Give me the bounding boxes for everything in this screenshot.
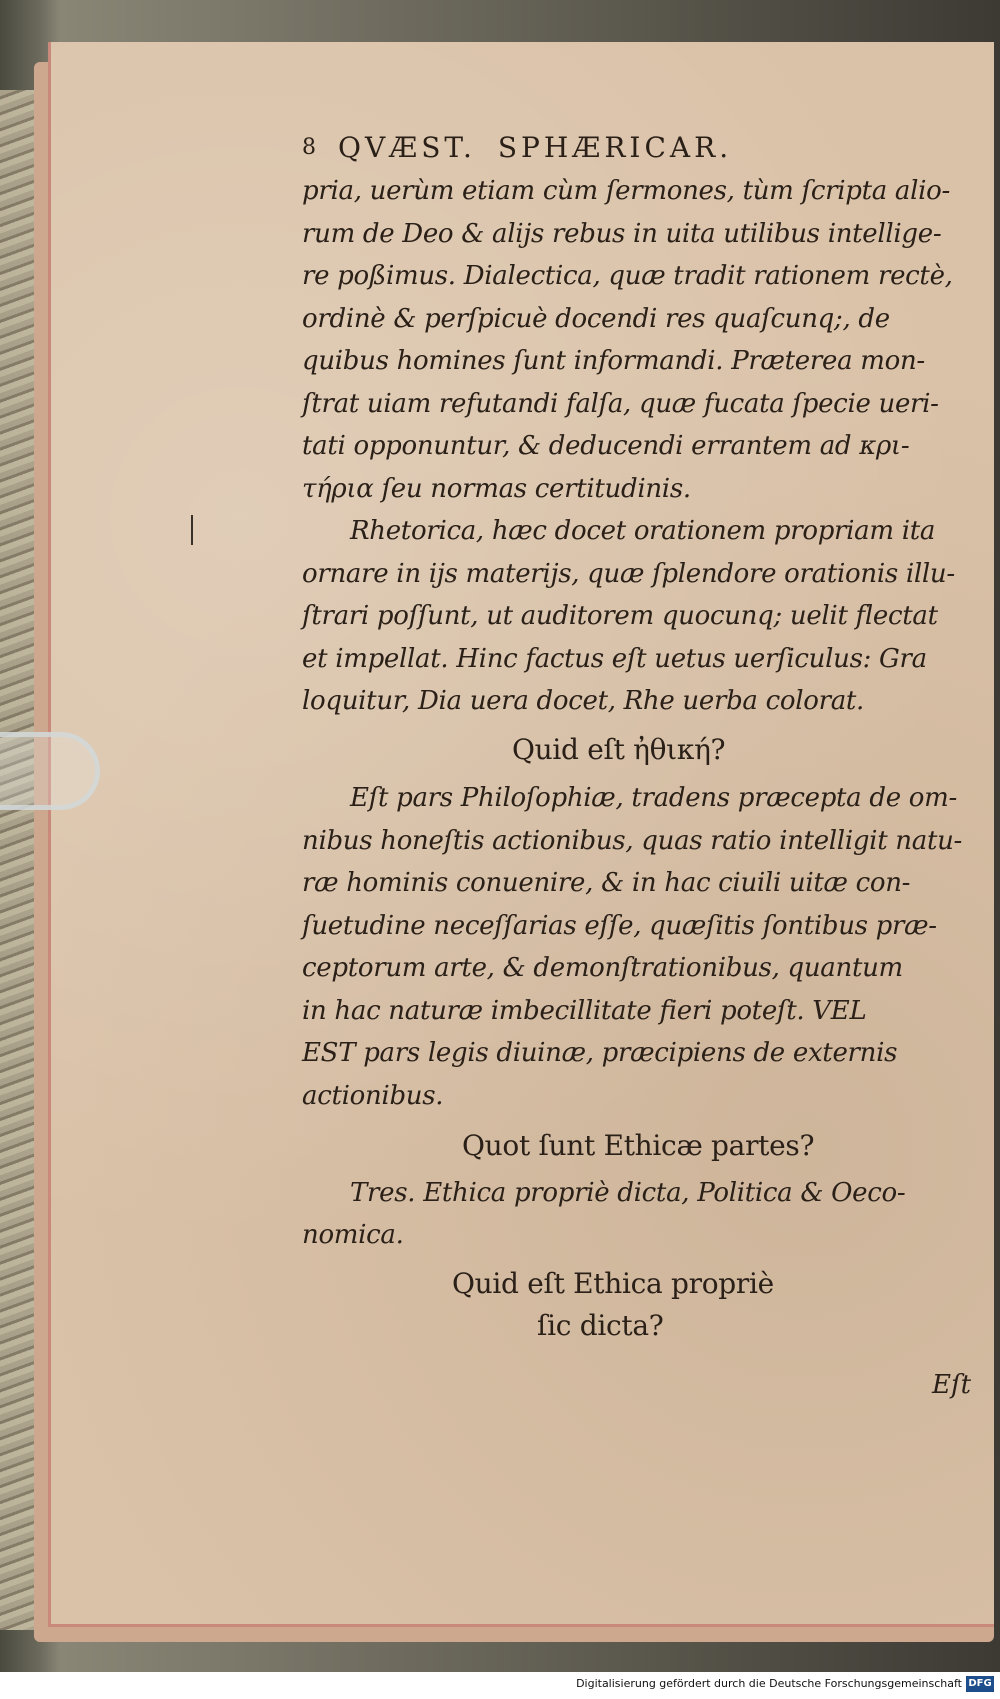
text-line: ceptorum arte, & demonſtrationibus, quantum xyxy=(302,953,903,983)
text-line: rum de Deo & alijs rebus in uita utilibus intellige- xyxy=(302,218,942,249)
text-line: nibus honeſtis actionibus, quas ratio intelligit natu- xyxy=(302,825,963,856)
text-line: ſtrat uiam refutandi falſa, quæ fucata ſpecie ueri- xyxy=(302,388,939,419)
paragraph-ethica-answer xyxy=(302,777,982,1117)
paragraph-partes-answer xyxy=(302,1172,982,1257)
footer-bar xyxy=(0,1672,1000,1699)
page-clip xyxy=(0,732,100,810)
running-head-right: SPHÆRICAR. xyxy=(497,131,733,164)
text-line: ſuetudine neceſſarias eſſe, quæſitis ſontibus præ- xyxy=(302,910,937,941)
paragraph-dialectica xyxy=(302,170,982,510)
running-head-left: QVÆST. xyxy=(338,131,476,164)
text-line: et impellat. Hinc factus eſt uetus uerſiculus: Gra xyxy=(302,643,927,674)
text-line: loquitur, Dia uera docet, Rhe uerba colorat. xyxy=(302,686,865,716)
margin-mark xyxy=(191,515,193,545)
paragraph-rhetorica xyxy=(302,510,982,723)
text-line: re poßimus. Dialectica, quæ tradit rationem rectè, xyxy=(302,261,953,291)
catchword: Eſt xyxy=(932,1370,972,1400)
text-line: EST pars legis diuinæ, præcipiens de externis xyxy=(302,1038,898,1068)
text-line: tati opponuntur, & deducendi errantem ad κρι- xyxy=(302,431,910,461)
text-line: pria, uerùm etiam cùm ſermones, tùm ſcripta alio- xyxy=(302,176,950,206)
text-line: ornare in ijs materijs, quæ ſplendore orationis illu- xyxy=(302,558,955,589)
question-heading: Quid eſt ἠθική? xyxy=(512,732,726,766)
text-line: ſtrari poſſunt, ut auditorem quocunq; uelit flectat xyxy=(302,601,938,631)
question-heading: Quid eſt Ethica propriè xyxy=(452,1266,774,1300)
text-line: Eſt pars Philoſophiæ, tradens præcepta de om- xyxy=(350,783,957,813)
folio-number: 8 xyxy=(302,135,316,160)
running-head xyxy=(302,128,982,168)
text-line: ræ hominis conuenire, & in hac ciuili uitæ con- xyxy=(302,868,911,898)
question-heading-continued: ſic dicta? xyxy=(537,1309,664,1342)
page-text xyxy=(302,128,982,1348)
text-line: actionibus. xyxy=(302,1080,444,1111)
text-line: Rhetorica, hæc docet orationem propriam ita xyxy=(350,516,936,546)
dfg-logo: DFG xyxy=(966,1676,994,1692)
text-line: Tres. Ethica propriè dicta, Politica & Oeco- xyxy=(350,1177,906,1208)
text-line: τήρια ſeu normas certitudinis. xyxy=(302,473,691,504)
footer-credit: Digitalisierung gefördert durch die Deutsche Forschungsgemeinschaft xyxy=(576,1677,962,1690)
text-line: quibus homines ſunt informandi. Præterea mon- xyxy=(302,346,925,376)
text-line: ordinè & perſpicuè docendi res quaſcunq;, de xyxy=(302,303,890,334)
text-line: in hac naturæ imbecillitate fieri poteſt. VEL xyxy=(302,995,867,1026)
text-line: nomica. xyxy=(302,1220,404,1250)
question-heading: Quot ſunt Ethicæ partes? xyxy=(462,1129,815,1162)
